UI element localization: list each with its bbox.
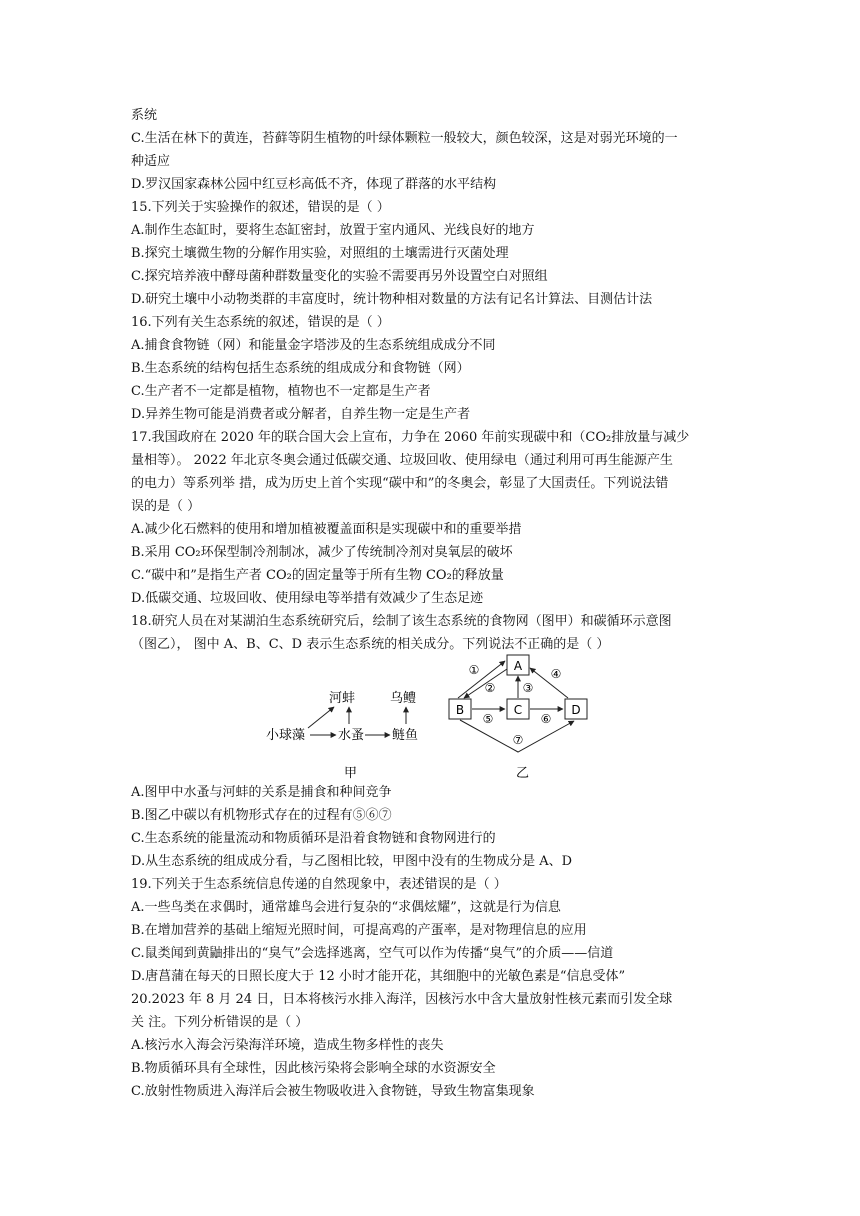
question-17-stem: 的电力）等系列举 措，成为历史上首个实现“碳中和”的冬奥会，彰显了大国责任。下列说法错 bbox=[131, 476, 669, 491]
organism-shuizao: 水蚤 bbox=[338, 728, 365, 743]
option-a: A.一些鸟类在求偶时，通常雄鸟会进行复杂的“求偶炫耀”，这就是行为信息 bbox=[131, 900, 561, 915]
question-17-stem: 量相等）。 2022 年北京冬奥会通过低碳交通、垃圾回收、使用绿电（通过利用可再生能源产生 bbox=[131, 453, 673, 468]
food-web-jia bbox=[266, 690, 418, 781]
option-d: D.从生态系统的组成成分看，与乙图相比较，甲图中没有的生物成分是 A、D bbox=[131, 854, 573, 869]
option-a: A.捕食食物链（网）和能量金字塔涉及的生态系统组成成分不同 bbox=[131, 338, 496, 353]
option-b: B.采用 CO₂环保型制冷剂制冰，减少了传统制冷剂对臭氧层的破坏 bbox=[131, 545, 513, 560]
arrow-label-2: ② bbox=[484, 681, 496, 695]
question-16-stem: 16.下列有关生态系统的叙述，错误的是（ ） bbox=[131, 315, 390, 330]
node-c-label: C bbox=[513, 703, 523, 717]
node-d-label: D bbox=[571, 703, 581, 717]
option-c: C.探究培养液中酵母菌种群数量变化的实验不需要再另外设置空白对照组 bbox=[131, 269, 548, 284]
caption-jia: 甲 bbox=[344, 766, 358, 781]
option-d: D.研究土壤中小动物类群的丰富度时，统计物种相对数量的方法有记名计算法、目测估计法 bbox=[131, 292, 653, 307]
question-17-stem: 误的是（ ） bbox=[131, 499, 201, 514]
option-b: B.物质循环具有全球性，因此核污染将会影响全球的水资源安全 bbox=[131, 1061, 496, 1076]
option-b: B.探究土壤微生物的分解作用实验，对照组的土壤需进行灭菌处理 bbox=[131, 246, 509, 261]
option-b: B.在增加营养的基础上缩短光照时间，可提高鸡的产蛋率，是对物理信息的应用 bbox=[131, 923, 587, 938]
question-18-stem: （图乙）， 图中 A、B、C、D 表示生态系统的相关成分。下列说法不正确的是（ ） bbox=[131, 637, 610, 652]
arrow-label-7: ⑦ bbox=[512, 733, 524, 747]
organism-lianyu: 鲢鱼 bbox=[392, 728, 419, 743]
question-15-stem: 15.下列关于实验操作的叙述，错误的是（ ） bbox=[131, 200, 390, 215]
option-c: C.鼠类闻到黄鼬排出的“臭气”会选择逃离，空气可以作为传播“臭气”的介质——信道 bbox=[131, 946, 614, 961]
arrow-label-6: ⑥ bbox=[540, 712, 552, 726]
arrow-label-1: ① bbox=[468, 663, 480, 677]
text-line: D.罗汉国家森林公园中红豆杉高低不齐，体现了群落的水平结构 bbox=[131, 177, 497, 192]
arrow-label-4: ④ bbox=[550, 667, 562, 681]
text-line: 种适应 bbox=[131, 154, 171, 169]
question-19-stem: 19.下列关于生态系统信息传递的自然现象中，表述错误的是（ ） bbox=[131, 877, 507, 892]
arrow-xiaoqiuzao-to-hebang bbox=[308, 707, 334, 728]
text-line: C.生活在林下的黄连，苔藓等阴生植物的叶绿体颗粒一般较大，颜色较深，这是对弱光环境的一 bbox=[131, 131, 678, 146]
option-d: D.异养生物可能是消费者或分解者，自养生物一定是生产者 bbox=[131, 407, 471, 422]
arrow-label-5: ⑤ bbox=[482, 712, 494, 726]
caption-yi: 乙 bbox=[516, 766, 530, 781]
option-c: C.生态系统的能量流动和物质循环是沿着食物链和食物网进行的 bbox=[131, 831, 496, 846]
question-20-stem: 20.2023 年 8 月 24 日，日本将核污水排入海洋，因核污水中含大量放射性核元素而引发全球 bbox=[131, 992, 673, 1007]
organism-hebang: 河蚌 bbox=[329, 691, 356, 706]
option-c: C.放射性物质进入海洋后会被生物吸收进入食物链，导致生物富集现象 bbox=[131, 1084, 535, 1099]
option-a: A.减少化石燃料的使用和增加植被覆盖面积是实现碳中和的重要举措 bbox=[131, 522, 522, 537]
arrow-1-b-to-a bbox=[458, 661, 505, 698]
option-d: D.低碳交通、垃圾回收、使用绿电等举措有效减少了生态足迹 bbox=[131, 591, 484, 606]
arrow-label-3: ③ bbox=[522, 681, 534, 695]
node-a-label: A bbox=[513, 659, 523, 673]
arrow-4-d-to-a bbox=[530, 668, 568, 698]
node-b-label: B bbox=[455, 703, 465, 717]
option-a: A.图甲中水蚤与河蚌的关系是捕食和种间竞争 bbox=[131, 785, 392, 800]
option-c: C.“碳中和”是指生产者 CO₂的固定量等于所有生物 CO₂的释放量 bbox=[131, 568, 504, 583]
option-a: A.制作生态缸时，要将生态缸密封，放置于室内通风、光线良好的地方 bbox=[131, 223, 535, 238]
option-d: D.唐菖蒲在每天的日照长度大于 12 小时才能开花，其细胞中的光敏色素是“信息受体” bbox=[131, 969, 626, 984]
option-b: B.生态系统的结构包括生态系统的组成成分和食物链（网） bbox=[131, 361, 470, 376]
option-c: C.生产者不一定都是植物，植物也不一定都是生产者 bbox=[131, 384, 431, 399]
figures-svg bbox=[262, 652, 602, 782]
option-b: B.图乙中碳以有机物形式存在的过程有⑤⑥⑦ bbox=[131, 808, 392, 823]
organism-xiaoqiuzao: 小球藻 bbox=[266, 728, 306, 743]
text-line: 系统 bbox=[131, 108, 158, 123]
carbon-cycle-yi bbox=[449, 655, 587, 781]
option-a: A.核污水入海会污染海洋环境，造成生物多样性的丧失 bbox=[131, 1038, 444, 1053]
question-18-stem: 18.研究人员在对某湖泊生态系统研究后，绘制了该生态系统的食物网（图甲）和碳循环示意图 bbox=[131, 614, 672, 629]
organism-wuli: 乌鳢 bbox=[390, 691, 417, 706]
question-17-stem: 17.我国政府在 2020 年的联合国大会上宣布，力争在 2060 年前实现碳中和（CO₂排放量与减少 bbox=[131, 430, 690, 445]
figures bbox=[262, 652, 602, 782]
question-20-stem: 关 注。下列分析错误的是（ ） bbox=[131, 1015, 309, 1030]
